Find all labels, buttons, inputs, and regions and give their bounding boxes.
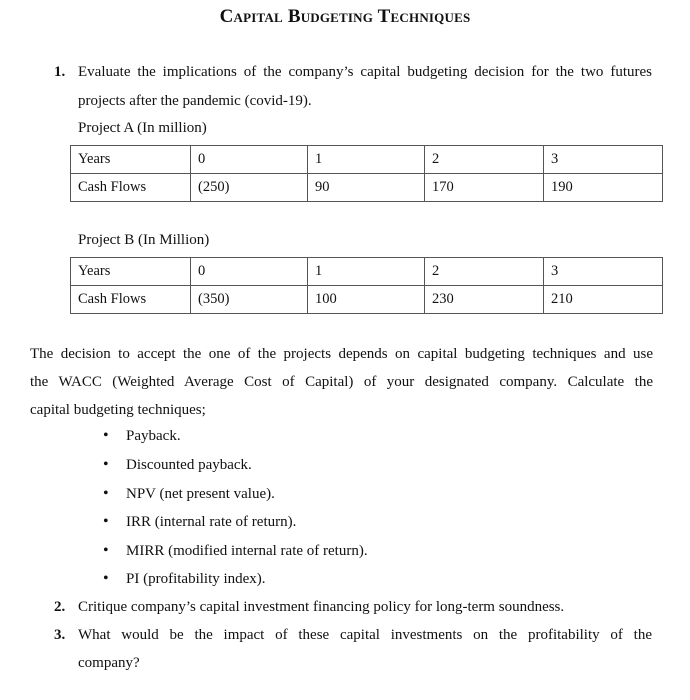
table-cell: 100 [308,286,425,314]
paragraph-line-2: the WACC (Weighted Average Cost of Capital) of your designated company. Calculate the [30,374,653,390]
table-cell: 210 [544,286,663,314]
paragraph-line-1: The decision to accept the one of the projects depends on capital budgeting techniques and use [30,346,653,362]
question-2-text: Critique company’s capital investment financing policy for long-term soundness. [78,599,565,615]
document-title: Capital Budgeting Techniques [219,6,471,27]
bullet-icon: • [103,513,109,530]
table-cell: 230 [425,286,544,314]
bullet-icon: • [103,542,109,559]
bullet-icon: • [103,456,109,473]
table-cell: Years [71,258,191,286]
table-cell: 0 [191,146,308,174]
table-cell: (250) [191,174,308,202]
table-cell: 0 [191,258,308,286]
list-item: MIRR (modified internal rate of return). [126,543,368,559]
table-row [71,258,663,286]
project-b-caption: Project B (In Million) [78,232,210,248]
project-a-caption: Project A (In million) [78,120,207,136]
table-cell: (350) [191,286,308,314]
table-cell: 1 [308,258,425,286]
table-cell: 3 [544,258,663,286]
project-a-table [70,145,663,202]
table-cell: 2 [425,258,544,286]
table-cell: 2 [425,146,544,174]
table-cell: Cash Flows [71,174,191,202]
list-item: NPV (net present value). [126,486,275,502]
list-item: PI (profitability index). [126,571,266,587]
question-1-line-2: projects after the pandemic (covid-19). [78,93,312,109]
question-3-line-1: What would be the impact of these capital investments on the profitability of the [78,627,652,643]
table-cell: Cash Flows [71,286,191,314]
bullet-icon: • [103,427,109,444]
bullet-icon: • [103,485,109,502]
table-cell: 90 [308,174,425,202]
question-1-line-1: Evaluate the implications of the company’s capital budgeting decision for the two futures [78,64,652,80]
question-2-number: 2. [54,599,66,615]
table-row [71,286,663,314]
paragraph-line-3: capital budgeting techniques; [30,402,206,418]
table-cell: 190 [544,174,663,202]
table-cell: Years [71,146,191,174]
question-3-line-2: company? [78,655,140,671]
table-cell: 3 [544,146,663,174]
table-cell: 170 [425,174,544,202]
question-3-number: 3. [54,627,66,643]
question-1-number: 1. [54,64,66,80]
list-item: Discounted payback. [126,457,252,473]
list-item: Payback. [126,428,181,444]
table-cell: 1 [308,146,425,174]
table-row [71,146,663,174]
project-b-table [70,257,663,314]
bullet-icon: • [103,570,109,587]
table-row [71,174,663,202]
list-item: IRR (internal rate of return). [126,514,297,530]
